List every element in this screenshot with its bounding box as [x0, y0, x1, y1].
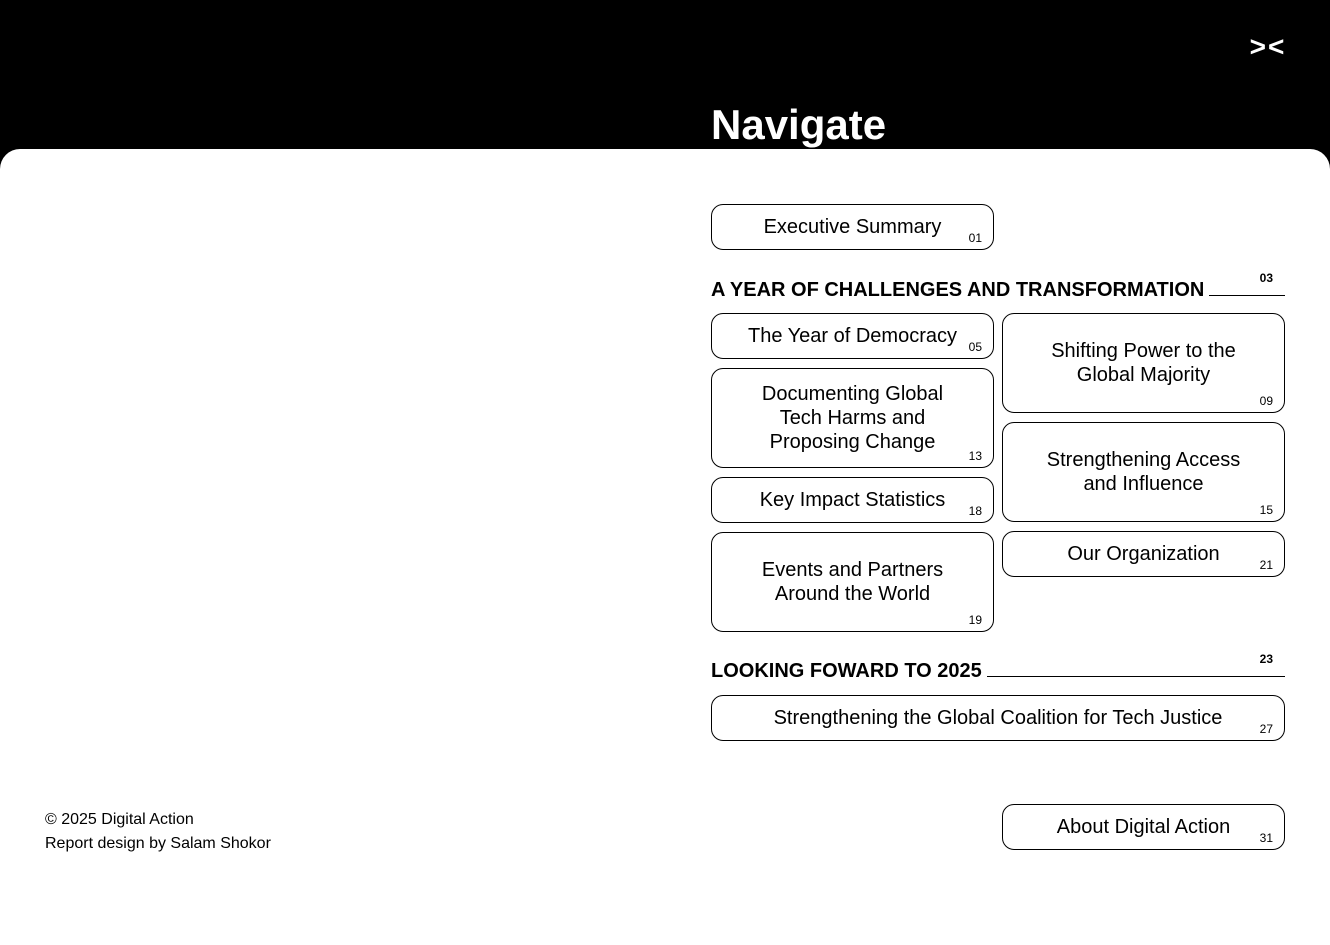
toc-item-documenting-harms[interactable]	[711, 368, 994, 468]
toc-item-page-number: 18	[968, 504, 982, 518]
toc-item-events-partners[interactable]	[711, 532, 994, 632]
toc-item-label: Key Impact Statistics	[759, 489, 946, 511]
footer-credits	[45, 808, 271, 856]
toc-item-label: Strengthening Access and Influence	[1046, 449, 1241, 495]
page-title: Navigate	[711, 101, 887, 148]
copyright-text: © 2025 Digital Action	[45, 811, 194, 828]
section-divider	[987, 676, 1285, 677]
toc-item-page-number: 27	[1259, 722, 1273, 736]
toc-item-page-number: 15	[1259, 503, 1273, 517]
toc-item-our-organization[interactable]	[1002, 531, 1285, 577]
design-credit-text: Report design by Salam Shokor	[45, 835, 271, 852]
toc-item-label: Strengthening the Global Coalition for Tech Justice	[773, 707, 1223, 729]
section-heading-looking-forward[interactable]	[711, 652, 1285, 683]
toc-item-page-number: 01	[968, 231, 982, 245]
section-title: A YEAR OF CHALLENGES AND TRANSFORMATION	[711, 279, 1205, 301]
section-title: LOOKING FOWARD TO 2025	[711, 660, 982, 682]
section-page-number: 23	[1259, 652, 1273, 666]
close-navigation-button[interactable]: ><	[1249, 31, 1287, 62]
toc-item-label: About Digital Action	[1056, 816, 1231, 838]
toc-item-label: Our Organization	[1067, 543, 1220, 565]
toc-item-label: Documenting Global Tech Harms and Proposing Change	[761, 383, 944, 453]
toc-item-year-of-democracy[interactable]	[711, 313, 994, 359]
toc-item-about-digital-action[interactable]	[1002, 804, 1285, 850]
toc-item-label: The Year of Democracy	[748, 325, 957, 347]
toc-item-executive-summary[interactable]	[711, 204, 994, 250]
section-heading-challenges[interactable]	[711, 271, 1285, 302]
toc-item-label: Executive Summary	[763, 216, 942, 238]
section-divider	[1209, 295, 1285, 296]
toc-item-page-number: 13	[968, 449, 982, 463]
toc-item-strengthening-access[interactable]	[1002, 422, 1285, 522]
toc-item-shifting-power[interactable]	[1002, 313, 1285, 413]
toc-item-page-number: 21	[1259, 558, 1273, 572]
toc-item-page-number: 31	[1259, 831, 1273, 845]
toc-item-label: Shifting Power to the Global Majority	[1051, 340, 1236, 386]
toc-item-key-impact-statistics[interactable]	[711, 477, 994, 523]
toc-item-page-number: 19	[968, 613, 982, 627]
toc-item-page-number: 09	[1259, 394, 1273, 408]
toc-item-page-number: 05	[968, 340, 982, 354]
section-page-number: 03	[1259, 271, 1273, 285]
header-band	[0, 0, 1330, 160]
toc-item-label: Events and Partners Around the World	[761, 559, 944, 605]
toc-item-global-coalition[interactable]	[711, 695, 1285, 741]
